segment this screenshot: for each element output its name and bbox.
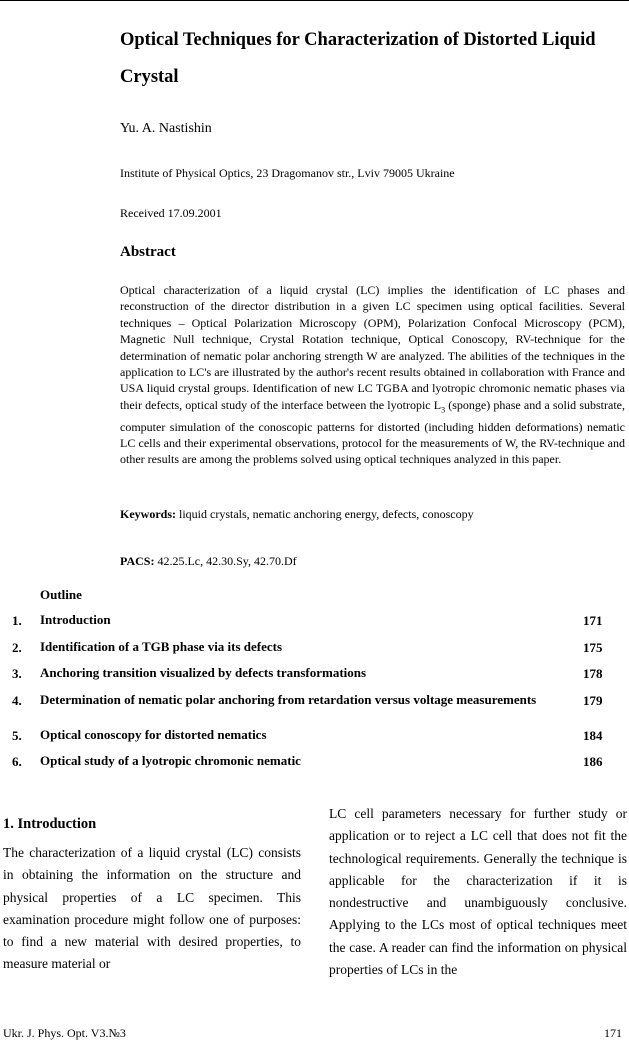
toc-title: Determination of nematic polar anchoring from retardation versus voltage measurements bbox=[40, 692, 537, 707]
top-rule bbox=[0, 0, 629, 1]
toc-number: 6. bbox=[12, 754, 22, 769]
toc-number: 2. bbox=[12, 640, 22, 655]
body-column-right: LC cell parameters necessary for further study or application or to reject a LC cell that does not fit the technological requirements. Generally the technique is applicable for the characterization if it is nondestructive and unambiguously conclusive. Applying to the LCs most of optical techniques meet the case. A reader can find the information on physical properties of LCs in the bbox=[329, 806, 627, 978]
toc-number: 4. bbox=[12, 693, 22, 708]
abstract-heading: Abstract bbox=[120, 244, 176, 260]
abstract-text bbox=[120, 282, 625, 468]
toc-page: 175 bbox=[583, 640, 603, 655]
toc-title: Identification of a TGB phase via its defects bbox=[40, 639, 283, 654]
pacs bbox=[120, 554, 297, 569]
toc-number: 5. bbox=[12, 728, 22, 743]
toc-page: 184 bbox=[583, 728, 603, 743]
keywords-text: liquid crystals, nematic anchoring energy, defects, conoscopy bbox=[176, 507, 474, 521]
toc-number: 3. bbox=[12, 666, 22, 681]
abstract-text-part1: Optical characterization of a liquid crystal (LC) implies the identification of LC phases and reconstruction of the director distribution in a given LC specimen using optical facilities. Several techniques – Optical Polarization Microscopy (OPM), Polarization Confocal Microscopy (PCM), Magnetic Null technique, Crystal Rotation technique, Optical Conoscopy, RV-technique for the determination of nematic polar anchoring strength W are analyzed. The abilities of the techniques in the application to LC's are illustrated by the author's recent results obtained in collaboration with France and USA liquid crystal groups. Identification of new LC TGBA and lyotropic chromonic nematic phases via their defects, optical study of the interface between the lyotropic L bbox=[120, 283, 625, 412]
toc-page: 178 bbox=[583, 666, 603, 681]
section-heading: 1. Introduction bbox=[3, 816, 97, 832]
toc-page: 186 bbox=[583, 754, 603, 769]
toc-title: Optical conoscopy for distorted nematics bbox=[40, 727, 267, 742]
journal-footer: Ukr. J. Phys. Opt. V3.№3 bbox=[3, 1026, 126, 1040]
pacs-text: 42.25.Lc, 42.30.Sy, 42.70.Df bbox=[154, 554, 297, 568]
keywords-label: Keywords: bbox=[120, 507, 176, 521]
toc-page: 171 bbox=[583, 613, 603, 628]
author: Yu. A. Nastishin bbox=[120, 121, 212, 136]
toc-title: Anchoring transition visualized by defects transformations bbox=[40, 665, 367, 680]
toc-title: Introduction bbox=[40, 612, 111, 627]
abstract-text-part2: (sponge) phase and a solid substrate, computer simulation of the conoscopic patterns for distorted (including hidden deformations) nematic LC cells and their experimental observations, protocol for the measurements of W, the RV-technique and other results are among the problems solved using optical techniques analyzed in this paper. bbox=[120, 397, 625, 467]
outline-heading: Outline bbox=[40, 587, 82, 602]
page-number: 171 bbox=[604, 1026, 622, 1040]
paper-title: Optical Techniques for Characterization of Distorted Liquid Crystal bbox=[120, 30, 596, 87]
keywords bbox=[120, 507, 474, 522]
toc-title: Optical study of a lyotropic chromonic nematic bbox=[40, 753, 301, 768]
abstract-subscript: 3 bbox=[441, 405, 446, 415]
toc-page: 179 bbox=[583, 693, 603, 708]
pacs-label: PACS: bbox=[120, 554, 155, 568]
toc-number: 1. bbox=[12, 613, 22, 628]
body-column-left: The characterization of a liquid crystal (LC) consists in obtaining the information on the structure and physical properties of a LC specimen. This examination procedure might follow one of purposes: to find a new material with desired properties, to measure material or bbox=[3, 845, 301, 972]
received-date: Received 17.09.2001 bbox=[120, 206, 222, 220]
affiliation: Institute of Physical Optics, 23 Dragomanov str., Lviv 79005 Ukraine bbox=[120, 166, 455, 180]
